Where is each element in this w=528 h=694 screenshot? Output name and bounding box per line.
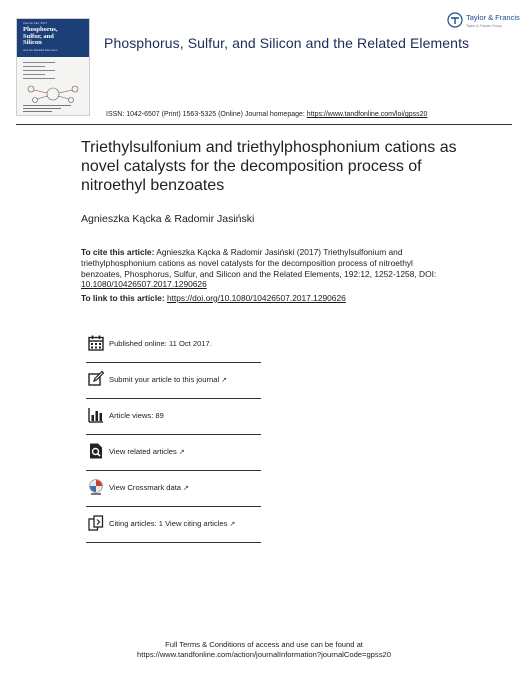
issn-line xyxy=(106,111,427,118)
cover-volume: Volume 192, 2017 xyxy=(23,21,48,25)
external-link-icon: ↗ xyxy=(183,485,189,492)
citing-articles-link[interactable] xyxy=(109,519,235,528)
citing-articles-label: Citing articles: 1 View citing articles xyxy=(109,519,228,528)
cover-subtitle: and the Related Elements xyxy=(23,48,58,52)
published-date: Published online: 11 Oct 2017. xyxy=(109,339,212,348)
submit-article-label: Submit your article to this journal xyxy=(109,375,220,384)
terms-link[interactable]: https://www.tandfonline.com/action/journalInformation?journalCode=gpss20 xyxy=(137,650,391,659)
publisher-logo-icon xyxy=(447,12,463,28)
related-search-icon xyxy=(87,442,105,460)
cover-title-line: Silicon xyxy=(23,39,42,46)
link-to-article xyxy=(81,293,346,303)
cover-diagram xyxy=(21,83,85,105)
info-row-views xyxy=(86,400,261,435)
journal-cover xyxy=(16,18,90,116)
crossmark-icon xyxy=(87,478,105,496)
info-row-citing[interactable] xyxy=(86,508,261,543)
citation-text: Agnieszka Kącka & Radomir Jasiński (2017) Triethylsulfonium and triethylphosphonium cations as novel catalysts for the decomposition process of nitroethyl benzoates, Phosphorus, Sulfur, and Silicon and the Related Elements, 192:12, 1252-1258, DOI: xyxy=(81,247,437,279)
info-row-crossmark[interactable] xyxy=(86,472,261,507)
info-row-submit[interactable] xyxy=(86,364,261,399)
cover-text-lines xyxy=(23,62,55,82)
bar-chart-icon xyxy=(87,406,105,424)
crossmark-label: View Crossmark data xyxy=(109,483,182,492)
cover-title-line: Phosphorus, xyxy=(23,26,58,33)
footer-line-1: Full Terms & Conditions of access and use can be found at xyxy=(165,640,363,649)
article-views: Article views: 89 xyxy=(109,411,164,420)
crossmark-link[interactable] xyxy=(109,483,189,492)
cover-band xyxy=(17,19,89,57)
external-link-icon: ↗ xyxy=(229,521,236,528)
terms-footer xyxy=(0,640,528,660)
info-row-related[interactable] xyxy=(86,436,261,471)
related-articles-label: View related articles xyxy=(109,447,177,456)
external-link-icon: ↗ xyxy=(221,377,228,384)
edit-icon xyxy=(87,370,105,388)
calendar-icon xyxy=(87,334,105,352)
related-articles-link[interactable] xyxy=(109,447,185,456)
citing-icon xyxy=(87,514,105,532)
journal-title[interactable]: Phosphorus, Sulfur, and Silicon and the Related Elements xyxy=(104,35,470,51)
link-to-label: To link to this article: xyxy=(81,293,167,303)
info-row-published xyxy=(86,328,261,363)
article-title: Triethylsulfonium and triethylphosphonium cations as novel catalysts for the decomposition process of nitroethyl benzoates xyxy=(81,139,457,194)
header-divider xyxy=(16,124,512,125)
citation-doi-link[interactable]: 10.1080/10426507.2017.1290626 xyxy=(81,279,207,290)
publisher-tagline: Taylor & Francis Group xyxy=(466,24,502,28)
cover-title-line: Sulfur, and xyxy=(23,32,54,40)
article-authors: Agnieszka Kącka & Radomir Jasiński xyxy=(81,213,255,225)
citation-block xyxy=(81,247,441,290)
citation-label: To cite this article: xyxy=(81,247,155,257)
cover-title xyxy=(23,27,85,47)
issn-text: ISSN: 1042-6507 (Print) 1563-5325 (Online) Journal homepage: xyxy=(106,111,307,118)
cover-footer-lines xyxy=(23,105,71,114)
publisher-name: Taylor & Francis xyxy=(466,13,520,22)
external-link-icon: ↗ xyxy=(178,449,185,456)
article-doi-link[interactable]: https://doi.org/10.1080/10426507.2017.1290626 xyxy=(166,293,346,303)
publisher-logo xyxy=(447,12,520,34)
submit-article-link[interactable] xyxy=(109,375,227,384)
journal-homepage-link[interactable]: https://www.tandfonline.com/loi/gpss20 xyxy=(306,111,428,118)
